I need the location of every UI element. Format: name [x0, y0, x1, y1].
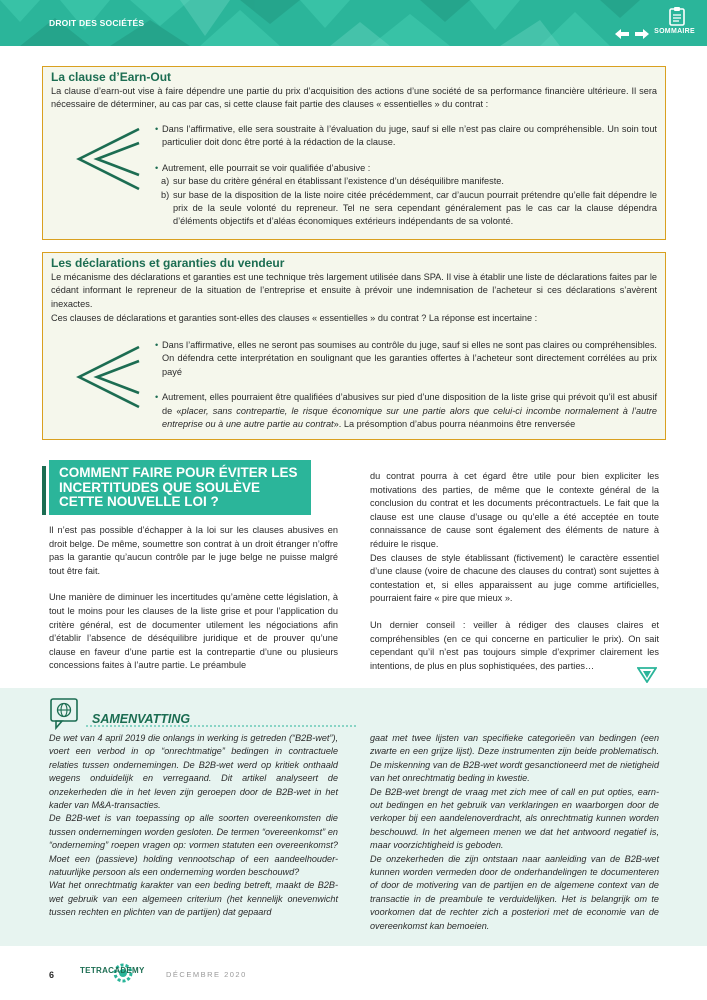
section2-right-column [370, 470, 659, 673]
declarations-intro-2: Ces clauses de déclarations et garanties sont-elles des clauses « essentielles » du contrat ? La réponse est incertaine : [51, 313, 538, 323]
earnout-bullets [155, 123, 657, 229]
clipboard-icon[interactable] [669, 6, 685, 26]
summary-section [0, 688, 707, 946]
earnout-title: La clause d’Earn-Out [51, 70, 172, 84]
section2-left-p2: Une manière de diminuer les incertitudes qu’amène cette législation, à tout le moins pour les clauses de la liste grise et pour l’application du critère général, est de documenter utilement les négociations afin d’établir l’absence de déséquilibre juridique et de prouver qu’une clause en faveur d’une partie est la contrepartie d’une ou plusieurs concessions faites à l’autre partie. Le préambule [49, 592, 338, 671]
section2-right-p1: du contrat pourra à cet égard être utile pour bien expliciter les motivations des parties, de même que le contexte général de la conclusion du contrat et les documents précontractuels. Le fait que la clause est une clause d’usage ou qu’elle a été acceptée en toute connaissance de cause sont également des éléments de nature à réduire le risque. [370, 471, 659, 549]
summary-title: SAMENVATTING [92, 712, 191, 726]
section-label: DROIT DES SOCIÉTÉS [49, 18, 145, 28]
issue-date: DÉCEMBRE 2020 [166, 970, 247, 979]
summary-left-p1: De wet van 4 april 2019 die onlangs in werking is getreden (“B2B-wet”), voert een verbod in op “onrechtmatige” bedingen in contractuele relaties tussen ondernemingen. De B2B-wet werd op kritiek onthaald wegens onduidelijk en verregaand. Dit artikel analyseert de onzekerheden die in het leven zijn geroepen door de B2B-wet in het kader van M&A-transacties. [49, 733, 338, 811]
page-number: 6 [49, 970, 55, 980]
summary-left-p3: Wat het onrechtmatig karakter van een beding betreft, maakt de B2B-wet gebruik van een algemeen criterium (het kennelijk onevenwicht tussen rechten en plichten van de partijen) dat gepaard [49, 880, 338, 918]
section2-left-p1: Il n’est pas possible d’échapper à la loi sur les clauses abusives en droit belge. De même, soumettre son contrat à un droit étranger n’offre pas la garantie qu’aucun contrôle par le juge belge ne puisse malgré tout être fait. [49, 525, 338, 576]
arrow-left-icon[interactable] [615, 29, 629, 39]
page-header [0, 0, 707, 46]
declarations-title: Les déclarations et garanties du vendeur [51, 256, 285, 270]
declarations-intro-1: Le mécanisme des déclarations et garanties est une technique très largement utilisée dans SPA. Il vise à établir une liste de déclarations faites par le cédant informant le repreneur de la situation de l’entreprise et ensuite à prévoir une indemnisation de l’acheteur si ces déclarations s’avèrent inexactes. [51, 272, 657, 309]
section-banner [49, 460, 311, 515]
nav-arrows[interactable] [615, 28, 649, 40]
declarations-box [42, 252, 666, 440]
banner-title: COMMENT FAIRE POUR ÉVITER LES INCERTITUDES QUE SOULÈVE CETTE NOUVELLE LOI ? [59, 465, 298, 509]
declarations-bullet-1: • Dans l’affirmative, elles ne seront pas soumises au contrôle du juge, sauf si elles ne sont pas claires ou compréhensibles. On défendra cette interprétation en soulignant que les garanties offertes à l’acheteur sont directement corrélées au prix payé [155, 339, 657, 379]
chevron-icon [73, 125, 143, 193]
sommaire-link[interactable]: SOMMAIRE [654, 28, 695, 35]
summary-left-column [49, 732, 338, 920]
section2-right-p2: Des clauses de style établissant (fictivement) le caractère essentiel d’une clause (voire de chacune des clauses du contrat) sont sujettes à contestation et, si elles apparaissent au juge comme artificielles, pourraient faire « pire que mieux ». [370, 552, 659, 604]
summary-right-p2: De B2B-wet brengt de vraag met zich mee of call en put opties, earn-out bedingen en het gebruik van verklaringen en waarborgen door de verkoper bij een aandelenoverdracht, als onrechtmatig kunnen worden beschouwd. In het algemeen menen we dat het antwoord negatief is, maar voorzichtigheid is geboden. [370, 786, 659, 851]
earnout-sub-b: b) sur base de la disposition de la liste noire citée précédemment, car d’aucun pourrait prétendre qu’elle fait dépendre le prix de la seule volonté du repreneur. Tel ne sera cependant généralement pas le cas car la clause dépendra d’éléments objectifs et d’aléas économiques extérieurs indépendants de sa volonté. [161, 189, 657, 227]
chevron-icon [73, 343, 143, 411]
earnout-bullet-2: • Autrement, elle pourrait se voir qualifiée d’abusive : [155, 162, 657, 175]
declarations-bullets [155, 339, 657, 431]
arrow-right-icon[interactable] [635, 29, 649, 39]
summary-right-p3: De onzekerheden die zijn ontstaan naar aanleiding van de B2B-wet kunnen worden vermeden door de onderhandelingen te documenteren of door de motivering van de partijen en de algemene context van de transactie in de preambule te verduidelijken. Het is belangrijk om te voorkomen dat de rechter zich a posteriori met de economie van de overeenkomst kan bemoeien. [370, 853, 659, 931]
earnout-intro: La clause d’earn-out vise à faire dépendre une partie du prix d’acquisition des actions d’une société de sa performance financière ultérieure. Il sera nécessaire de déterminer, au cas par cas, si cette clause fait partie des clauses « essentielles » du contrat : [51, 86, 657, 110]
declarations-bullet-2: • Autrement, elles pourraient être qualifiées d’abusives sur pied d’une disposition de la liste grise qui prévoit qu’il est abusif de «placer, sans contrepartie, le risque économique sur une partie alors que celui-ci incombe normalement à l’autre entreprise ou à une autre partie au contrat». La présomption d’abus pourra néanmoins être renversée [155, 391, 657, 431]
earnout-bullet-1: • Dans l’affirmative, elle sera soustraite à l’évaluation du juge, sauf si elle n’est pas claire ou compréhensible. Un soin tout particulier doit donc être porté à la rédaction de la clause. [155, 123, 657, 150]
earnout-sub-a: a) sur base du critère général en établissant l’existence d’un déséquilibre manifeste. [161, 176, 504, 187]
section2-left-column [49, 524, 338, 673]
summary-left-p2: De B2B-wet is van toepassing op alle soorten overeenkomsten die tussen ondernemingen worden gesloten. De termen “overeenkomst” en “onderneming” roepen vragen op: vormen statuten een overeenkomst? Moet een (passieve) holding vennootschap of een aandeelhouder-natuurlijke persoon als een onderneming worden beschouwd? [49, 813, 338, 878]
section2-right-p3: Un dernier conseil : veiller à rédiger des clauses claires et compréhensibles (en ce qui concerne en particulier le prix). On sait cependant qu’il n’est pas toujours simple d’exprimer clairement les intentions, de plus en plus sophistiquées, des parties… [370, 619, 659, 671]
summary-right-p1: gaat met twee lijsten van specifieke categorieën van bedingen (een zwarte en een grijze lijst). Deze instrumenten zijn beide problematisch. De miskenning van de B2B-wet wordt gesanctioneerd met de nietigheid van het onrechtmatig beding in kwestie. [370, 733, 659, 784]
summary-right-column [370, 732, 659, 933]
earnout-box [42, 66, 666, 240]
down-triangle-icon [637, 667, 657, 683]
tetracademy-logo: TETRACADEMY [80, 966, 145, 975]
globe-chat-icon [50, 698, 82, 730]
